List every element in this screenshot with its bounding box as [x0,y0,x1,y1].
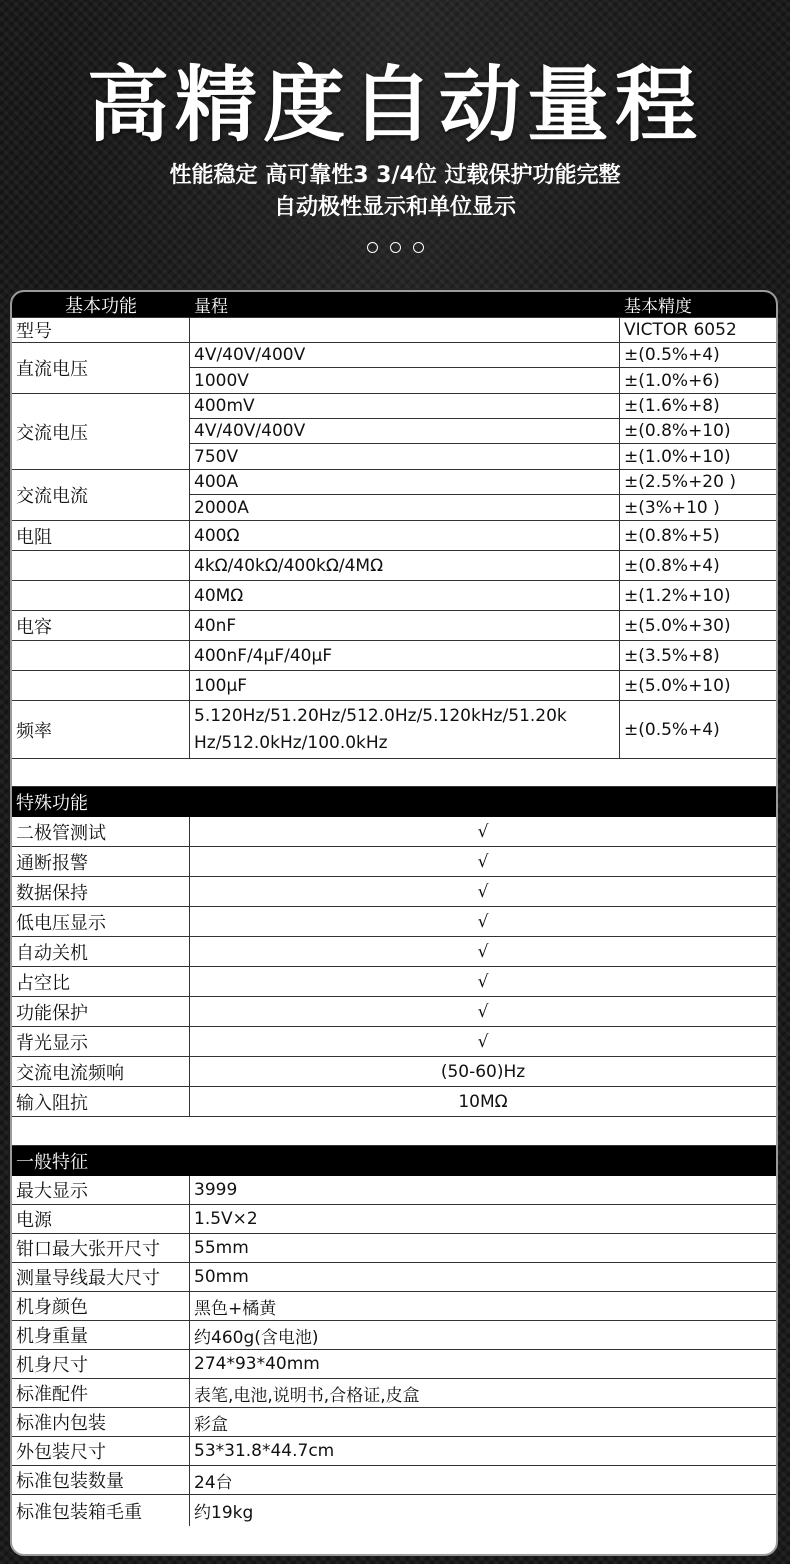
general-label: 外包装尺寸 [12,1437,190,1465]
general-value: 约460g(含电池) [194,1327,319,1348]
feature-value: √ [477,941,489,962]
accuracy-cell: ±(2.5%+20 ) [624,472,736,492]
feature-value: √ [477,1031,489,1052]
table-row [190,495,776,520]
spacer-row [12,759,776,787]
range-cell: 4V/40V/400V [190,343,620,367]
range-cell: 4V/40V/400V [190,419,620,443]
spec-label [12,641,190,670]
feature-label: 自动关机 [12,937,190,966]
table-row [12,967,776,997]
table-row [12,937,776,967]
general-label: 最大显示 [12,1176,190,1204]
table-row [12,817,776,847]
accuracy-cell: ±(3.5%+8) [624,645,720,666]
general-label: 机身颜色 [12,1292,190,1320]
dot-icon [413,242,424,253]
table-row [12,1205,776,1234]
range-cell [190,701,620,758]
table-row [12,641,776,671]
accuracy-cell: ±(5.0%+30) [624,615,731,636]
table-row [12,318,776,343]
spec-label: 交流电流 [12,470,190,520]
accuracy-cell: ±(0.8%+10) [624,421,731,441]
table-row [12,1027,776,1057]
table-row [12,847,776,877]
feature-value: √ [477,851,489,872]
general-value: 1.5V×2 [194,1209,258,1229]
table-header [12,292,776,318]
general-value: 3999 [194,1180,238,1200]
table-row [12,1234,776,1263]
table-row [12,1263,776,1292]
range-line: Hz/512.0kHz/100.0kHz [194,732,388,753]
feature-value: √ [477,821,489,842]
feature-label: 通断报警 [12,847,190,876]
general-label: 机身尺寸 [12,1350,190,1378]
table-row [12,1321,776,1350]
spec-table [10,290,778,1556]
accuracy-cell: ±(1.0%+10) [624,446,731,467]
feature-value: √ [477,911,489,932]
general-value: 约19kg [194,1503,254,1523]
range-cell: 1000V [190,368,620,393]
general-value: 彩盒 [194,1414,228,1435]
general-label: 标准包装数量 [12,1466,190,1494]
accuracy-cell: ±(1.2%+10) [624,585,731,606]
table-row [12,1379,776,1408]
spec-label [12,551,190,580]
feature-value: 10MΩ [458,1091,508,1112]
table-row [12,581,776,611]
general-value: 24台 [194,1472,233,1493]
accuracy-cell: ±(5.0%+10) [624,675,731,696]
spec-group [12,470,776,521]
table-row [12,551,776,581]
table-row [190,394,776,419]
table-row [190,470,776,495]
general-label: 标准包装箱毛重 [12,1495,190,1526]
table-row [190,444,776,469]
range-cell: 40MΩ [190,581,620,610]
header-accuracy: 基本精度 [624,297,692,317]
pagination-dots [0,238,790,257]
subtitle-line-1: 性能稳定 高可靠性3 3/4位 过载保护功能完整 [169,163,621,188]
range-cell: 100μF [190,671,620,700]
table-row [12,997,776,1027]
header-function: 基本功能 [65,295,137,317]
header-range: 量程 [194,297,228,317]
range-line: 5.120Hz/51.20Hz/512.0Hz/5.120kHz/51.20k [194,705,567,726]
table-row [190,368,776,393]
feature-label: 二极管测试 [12,817,190,846]
feature-value: (50-60)Hz [440,1061,526,1082]
table-row [12,611,776,641]
feature-value: √ [477,971,489,992]
range-cell: 2000A [190,495,620,520]
accuracy-cell: ±(1.0%+6) [624,370,720,391]
feature-label: 低电压显示 [12,907,190,936]
model-range [190,318,620,342]
table-row [12,521,776,551]
model-label: 型号 [12,318,190,342]
accuracy-cell: ±(1.6%+8) [624,396,720,416]
model-value: VICTOR 6052 [624,320,737,340]
feature-label: 占空比 [12,967,190,996]
feature-value: √ [477,881,489,902]
table-row [190,419,776,444]
accuracy-cell: ±(0.8%+5) [624,525,720,546]
general-label: 测量导线最大尺寸 [12,1263,190,1291]
dot-icon [367,242,378,253]
feature-label: 功能保护 [12,997,190,1026]
table-row [12,1176,776,1205]
spec-label: 电容 [12,611,190,640]
range-cell: 400mV [190,394,620,418]
range-cell: 400A [190,470,620,494]
accuracy-cell: ±(0.5%+4) [624,719,720,740]
range-cell: 400Ω [190,521,620,550]
table-row [12,701,776,759]
spacer-row [12,1117,776,1146]
feature-label: 交流电流频响 [12,1057,190,1086]
table-row [12,1292,776,1321]
general-label: 标准内包装 [12,1408,190,1436]
table-row [12,1057,776,1087]
general-value: 53*31.8*44.7cm [194,1441,335,1461]
table-row [12,877,776,907]
general-value: 274*93*40mm [194,1354,320,1374]
table-row [12,1408,776,1437]
feature-label: 输入阻抗 [12,1087,190,1116]
range-cell: 4kΩ/40kΩ/400kΩ/4MΩ [190,551,620,580]
table-row [190,343,776,368]
spec-label: 频率 [12,701,190,758]
section-general-title: 一般特征 [12,1146,776,1176]
table-row [12,671,776,701]
table-row [12,1437,776,1466]
table-row [12,1466,776,1495]
general-label: 标准配件 [12,1379,190,1407]
table-row [12,1350,776,1379]
accuracy-cell: ±(0.8%+4) [624,555,720,576]
general-label: 机身重量 [12,1321,190,1349]
spec-label [12,671,190,700]
accuracy-cell: ±(0.5%+4) [624,345,720,365]
feature-label: 数据保持 [12,877,190,906]
accuracy-cell: ±(3%+10 ) [624,497,720,518]
spec-group [12,343,776,394]
table-row [12,1495,776,1526]
spec-label: 直流电压 [12,343,190,393]
range-cell: 750V [190,444,620,469]
subtitle-line-2: 自动极性显示和单位显示 [273,195,516,220]
general-label: 电源 [12,1205,190,1233]
table-row [12,907,776,937]
range-cell: 40nF [190,611,620,640]
general-value: 黑色+橘黄 [194,1298,277,1319]
spec-label: 交流电压 [12,394,190,469]
spec-label: 电阻 [12,521,190,550]
dot-icon [390,242,401,253]
section-special-title: 特殊功能 [12,787,776,817]
general-value: 表笔,电池,说明书,合格证,皮盒 [194,1385,420,1406]
range-cell: 400nF/4μF/40μF [190,641,620,670]
general-label: 钳口最大张开尺寸 [12,1234,190,1262]
table-row [12,1087,776,1117]
general-value: 50mm [194,1267,249,1287]
feature-value: √ [477,1001,489,1022]
page-title: 高精度自动量程 [86,58,703,153]
spec-label [12,581,190,610]
feature-label: 背光显示 [12,1027,190,1056]
general-value: 55mm [194,1238,249,1258]
spec-group [12,394,776,470]
